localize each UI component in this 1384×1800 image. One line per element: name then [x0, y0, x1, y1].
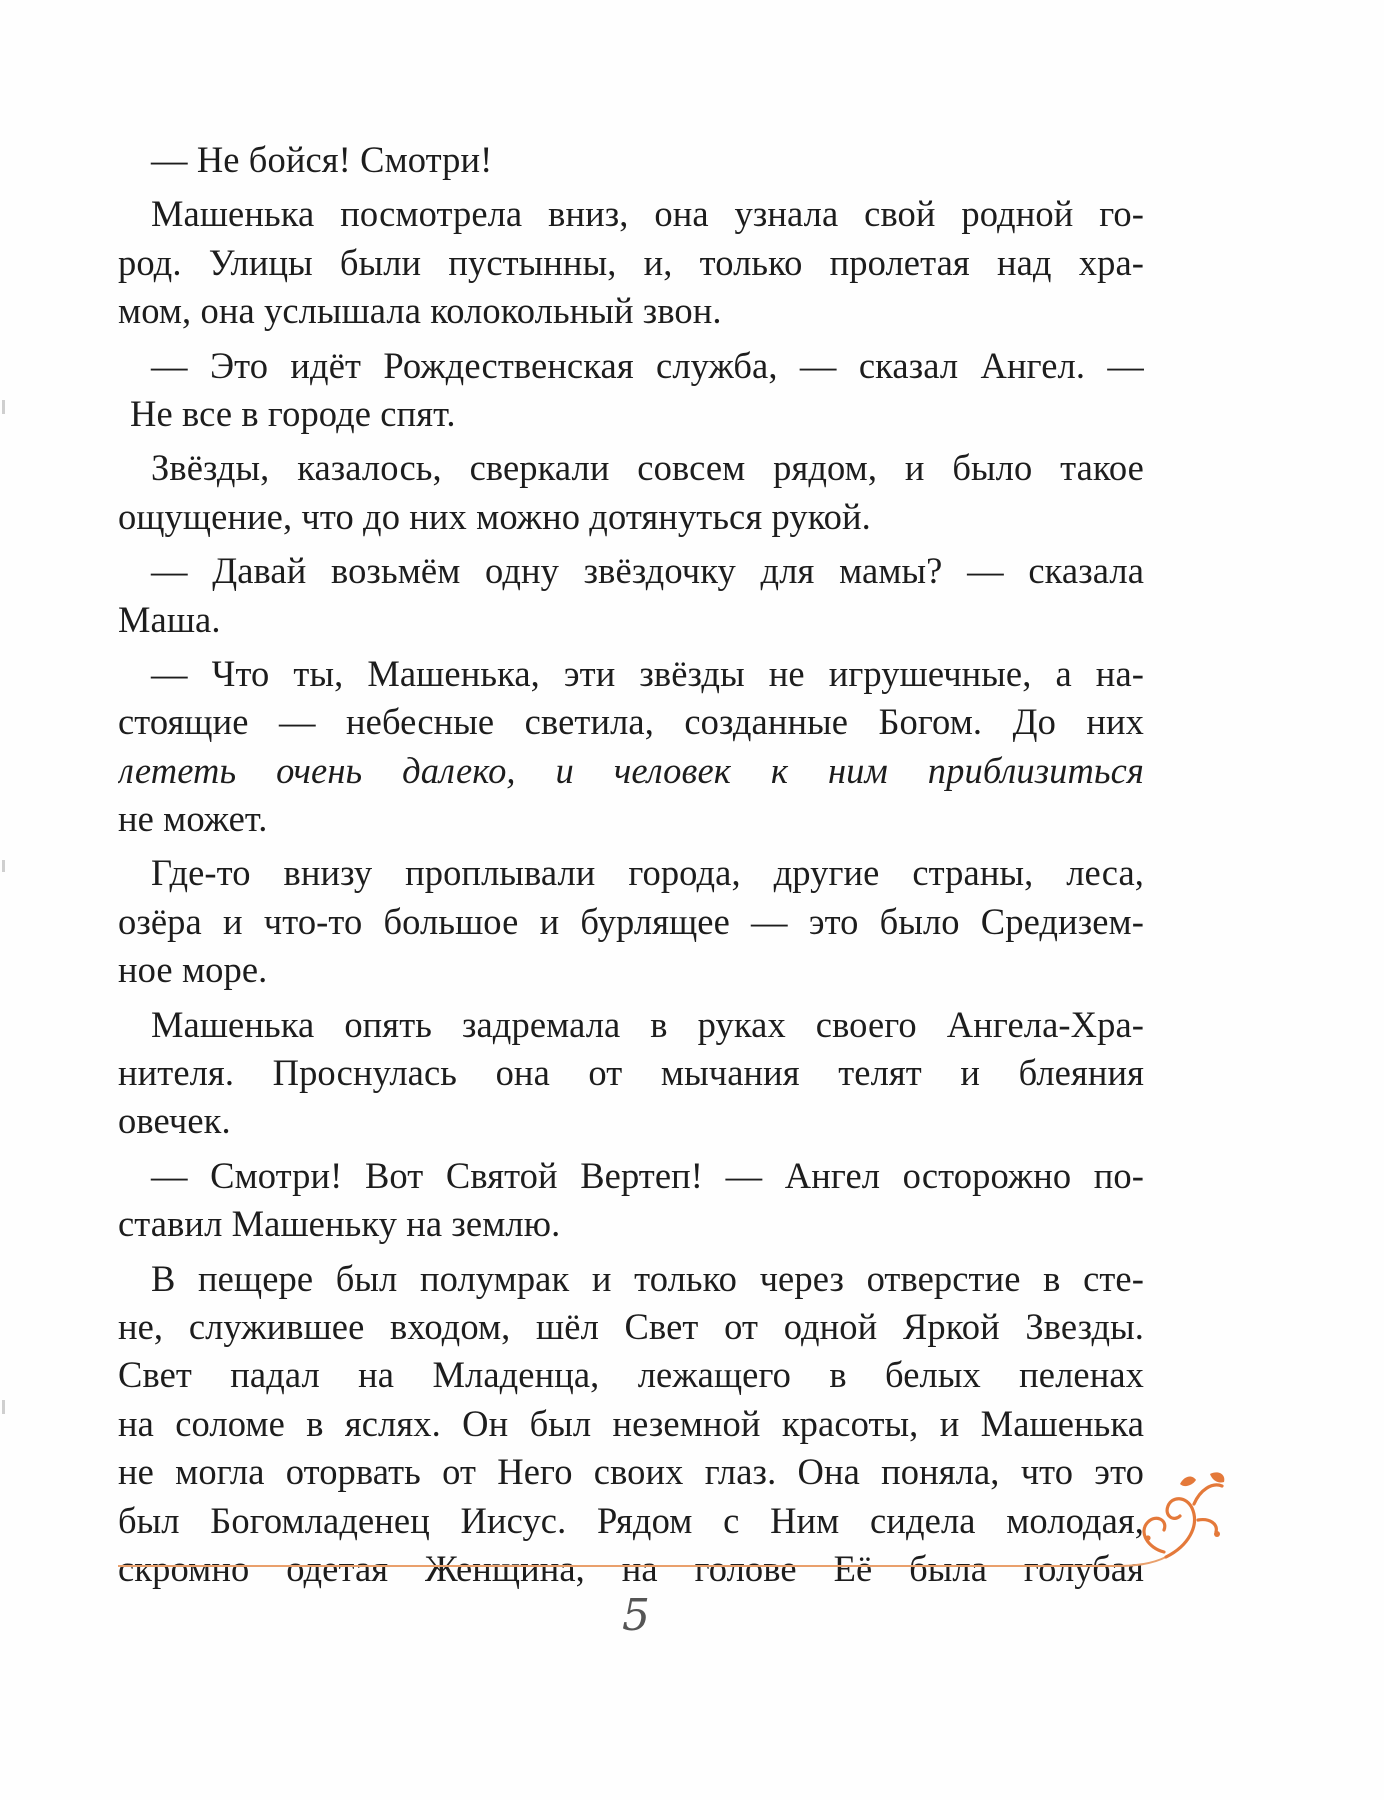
text-line: Не все в городе спят.: [130, 392, 456, 434]
footer-ornament: [118, 1460, 1228, 1580]
text-line: был Богомладенец Иисус. Рядом с Ним сидела молодая,: [118, 1499, 1144, 1541]
text-line: не могла оторвать от Него своих глаз. Она поняла, что это: [118, 1451, 1144, 1493]
text-line: Где-то внизу проплывали города, другие страны, леса,: [151, 852, 1144, 894]
text-line: В пещере был полумрак и только через отверстие в сте-: [151, 1257, 1144, 1299]
text-line: Звёзды, казалось, сверкали совсем рядом, и было такое: [151, 447, 1144, 489]
text-line: на соломе в яслях. Он был неземной красоты, и Машенька: [118, 1402, 1144, 1444]
text-line: — Смотри! Вот Святой Вертеп! — Ангел осторожно по-: [151, 1154, 1144, 1196]
text-line: озёра и что-то большое и бурлящее — это было Средизем-: [118, 900, 1144, 942]
text-line: ставил Машеньку на землю.: [118, 1203, 561, 1245]
text-line: скромно одетая Женщина, на голове Её была голубая: [118, 1547, 1144, 1589]
text-line: ощущение, что до них можно дотянуться рукой.: [118, 495, 871, 537]
text-line: — Что ты, Машенька, эти звёзды не игрушечные, а на-: [151, 652, 1144, 694]
scan-mark: [2, 1400, 5, 1414]
text-line: мом, она услышала колокольный звон.: [118, 290, 722, 332]
text-line: овечек.: [118, 1100, 231, 1142]
text-line: лететь очень далеко, и человек к ним приблизиться: [118, 749, 1144, 791]
floral-swirl-icon: [118, 1460, 1228, 1580]
text-line: — Это идёт Рождественская служба, — сказал Ангел. —: [151, 344, 1144, 386]
text-line: нителя. Проснулась она от мычания телят и блеяния: [118, 1052, 1144, 1094]
text-line: род. Улицы были пустынны, и, только пролетая над хра-: [118, 241, 1144, 283]
footer-rule: [118, 1557, 1166, 1566]
page-text: [118, 136, 1144, 1593]
text-line: Маша.: [118, 598, 221, 640]
text-line: Машенька опять задремала в руках своего Ангела-Хра-: [151, 1003, 1144, 1045]
text-line: Свет падал на Младенца, лежащего в белых пеленах: [118, 1354, 1144, 1396]
text-line: ное море.: [118, 949, 268, 991]
swirl: [1144, 1485, 1222, 1557]
text-line: не может.: [118, 798, 268, 840]
text-line: — Не бойся! Смотри!: [151, 139, 493, 180]
text-line: стоящие — небесные светила, созданные Богом. До них: [118, 701, 1144, 743]
scan-mark: [2, 860, 5, 872]
scan-mark: [2, 400, 5, 414]
text-line: не, служившее входом, шёл Свет от одной Яркой Звезды.: [118, 1305, 1144, 1347]
text-line: Машенька посмотрела вниз, она узнала свой родной го-: [151, 193, 1144, 235]
page-number: 5: [622, 1590, 650, 1641]
swirl-leaves: [1145, 1472, 1224, 1540]
text-line: — Давай возьмём одну звёздочку для мамы? — сказала: [151, 550, 1144, 592]
